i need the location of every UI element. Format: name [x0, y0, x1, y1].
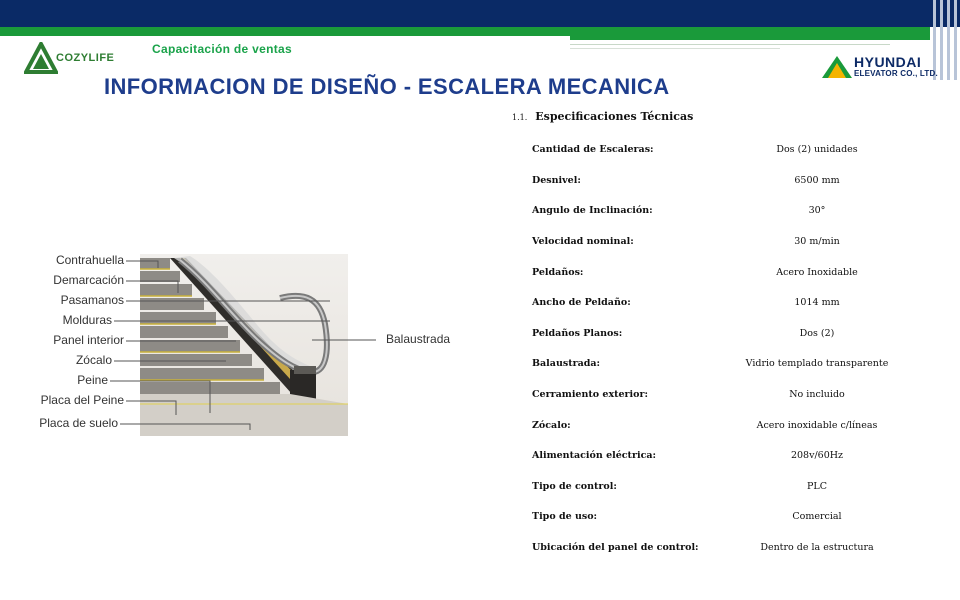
spec-label: Zócalo:	[532, 420, 571, 431]
spec-label: Tipo de control:	[532, 481, 617, 492]
page-title: INFORMACION DE DISEÑO - ESCALERA MECANICA	[104, 74, 670, 99]
spec-value: Dos (2) unidades	[776, 144, 858, 155]
hyundai-subname: ELEVATOR CO., LTD.	[854, 69, 938, 78]
spec-row	[532, 450, 912, 466]
spec-value: 30 m/min	[794, 236, 840, 247]
spec-label: Cerramiento exterior:	[532, 389, 649, 400]
spec-label: Alimentación eléctrica:	[532, 450, 657, 461]
header-divider-line	[570, 44, 890, 45]
diagram-label: Panel interior	[53, 333, 124, 347]
spec-value: Acero inoxidable c/líneas	[756, 420, 878, 431]
diagram-label: Peine	[77, 373, 108, 387]
diagram-label: Placa del Peine	[40, 393, 124, 407]
cozylife-mark-icon	[24, 42, 58, 76]
spec-label: Angulo de Inclinación:	[532, 205, 653, 216]
diagram-label-balaustrada: Balaustrada	[386, 332, 451, 346]
spec-row	[532, 144, 912, 160]
spec-value: Dentro de la estructura	[760, 542, 874, 553]
spec-value: 1014 mm	[794, 297, 840, 308]
spec-label: Peldaños Planos:	[532, 328, 623, 339]
spec-row	[532, 481, 912, 497]
diagram-label: Placa de suelo	[39, 416, 118, 430]
diagram-label: Demarcación	[53, 273, 124, 287]
spec-value: 6500 mm	[794, 175, 840, 186]
spec-row	[532, 297, 912, 313]
spec-label: Balaustrada:	[532, 358, 601, 369]
spec-label: Ancho de Peldaño:	[532, 297, 631, 308]
spec-label: Velocidad nominal:	[532, 236, 634, 247]
header-subtitle: Capacitación de ventas	[152, 42, 292, 56]
hyundai-mark-icon	[822, 56, 852, 78]
spec-label: Ubicación del panel de control:	[532, 542, 699, 553]
specs-heading	[512, 110, 693, 123]
specs-section-number: 1.1.	[512, 113, 528, 122]
spec-row	[532, 389, 912, 405]
spec-row	[532, 358, 912, 374]
spec-row	[532, 236, 912, 252]
spec-value: Vidrio templado transparente	[745, 358, 889, 369]
spec-value: Dos (2)	[799, 328, 835, 339]
spec-value: PLC	[807, 481, 827, 492]
spec-value: No incluido	[789, 389, 845, 400]
header-divider-line	[570, 48, 780, 49]
spec-row	[532, 511, 912, 527]
cozylife-name: COZYLIFE	[56, 52, 115, 64]
spec-label: Peldaños:	[532, 267, 584, 278]
spec-row	[532, 328, 912, 344]
hyundai-logo	[820, 52, 945, 82]
escalator-image	[140, 254, 348, 436]
spec-label: Cantidad de Escaleras:	[532, 144, 654, 155]
spec-value: Comercial	[792, 511, 842, 522]
diagram-label: Contrahuella	[55, 253, 124, 267]
spec-label: Desnivel:	[532, 175, 581, 186]
spec-value: 208v/60Hz	[790, 450, 844, 461]
spec-row	[532, 205, 912, 221]
spec-row	[532, 267, 912, 283]
header-green-accent	[570, 36, 930, 40]
spec-value: Acero Inoxidable	[776, 267, 858, 278]
header-green-band	[0, 27, 930, 36]
spec-label: Tipo de uso:	[532, 511, 598, 522]
diagram-label: Pasamanos	[60, 293, 124, 307]
hyundai-name: HYUNDAI	[854, 54, 922, 70]
spec-row	[532, 175, 912, 191]
spec-row	[532, 420, 912, 436]
spec-value: 30°	[808, 205, 826, 216]
specs-section-title: Especificaciones Técnicas	[535, 110, 694, 123]
spec-row	[532, 542, 912, 558]
header-navy-band	[0, 0, 960, 27]
diagram-label: Zócalo	[75, 353, 112, 367]
diagram-label: Molduras	[62, 313, 112, 327]
cozylife-logo	[24, 42, 124, 78]
